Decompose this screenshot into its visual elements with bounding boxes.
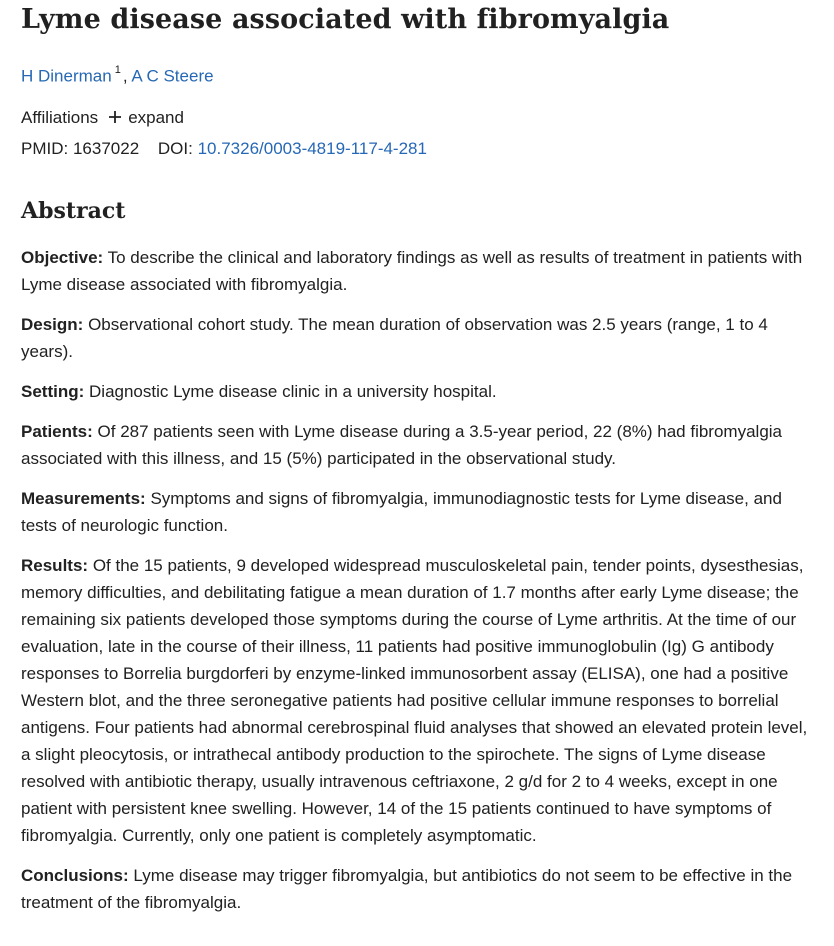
affiliations-label: Affiliations (21, 108, 99, 127)
section-text: Of the 15 patients, 9 developed widespread musculoskeletal pain, tender points, dysesthesias, memory difficulties, and debilitating fatigue a mean duration of 1.7 months after early Lyme disease; the remaining six patients developed those symptoms during the course of Lyme arthritis. At the time of our evaluation, late in the course of their illness, 11 patients had positive immunoglobulin (Ig) G antibody responses to Borrelia burgdorferi by enzyme-linked immunosorbent assay (ELISA), one had a positive Western blot, and the three seronegative patients had positive cellular immune responses to borrelial antigens. Four patients had abnormal cerebrospinal fluid analyses that showed an elevated protein level, a slight pleocytosis, or intrathecal antibody production to the spirochete. The signs of Lyme disease resolved with antibiotic therapy, usually intravenous ceftriaxone, 2 g/d for 2 to 4 weeks, except in one patient with persistent knee swelling. However, 14 of the 15 patients continued to have symptoms of fibromyalgia. Currently, only one patient is completely asymptomatic. (21, 556, 808, 845)
affiliation-marker[interactable]: 1 (114, 64, 121, 76)
doi-link[interactable]: 10.7326/0003-4819-117-4-281 (197, 139, 427, 158)
pmid-value: 1637022 (72, 139, 140, 158)
author-link-dinerman[interactable]: H Dinerman (21, 66, 112, 86)
affiliations-toggle[interactable] (21, 108, 184, 128)
section-label: Setting: (21, 382, 85, 401)
abstract-heading: Abstract (21, 198, 126, 224)
author-link-steere[interactable]: A C Steere (131, 66, 214, 86)
abstract-objective (21, 244, 821, 298)
author-separator: , (122, 66, 132, 86)
author-list (21, 66, 214, 87)
section-label: Objective: (21, 248, 104, 267)
abstract-body (21, 244, 821, 929)
abstract-design (21, 311, 821, 365)
section-label: Design: (21, 315, 84, 334)
section-text: Symptoms and signs of fibromyalgia, immunodiagnostic tests for Lyme disease, and tests of neurologic function. (21, 489, 782, 535)
plus-icon (108, 108, 122, 128)
section-text: Observational cohort study. The mean duration of observation was 2.5 years (range, 1 to 4 years). (21, 315, 768, 361)
section-label: Measurements: (21, 489, 146, 508)
abstract-setting (21, 378, 821, 405)
article-identifiers (21, 139, 427, 159)
section-text: Lyme disease may trigger fibromyalgia, but antibiotics do not seem to be effective in the treatment of the fibromyalgia. (21, 866, 793, 912)
abstract-conclusions (21, 862, 821, 916)
section-label: Patients: (21, 422, 93, 441)
abstract-results (21, 552, 821, 849)
section-text: Diagnostic Lyme disease clinic in a university hospital. (89, 382, 497, 401)
section-text: Of 287 patients seen with Lyme disease during a 3.5-year period, 22 (8%) had fibromyalgia associated with this illness, and 15 (5%) participated in the observational study. (21, 422, 783, 468)
article-title: Lyme disease associated with fibromyalgia (21, 4, 670, 35)
abstract-measurements (21, 485, 821, 539)
pmid-label: PMID: (21, 139, 69, 158)
abstract-patients (21, 418, 821, 472)
doi-label: DOI: (157, 139, 193, 158)
section-label: Results: (21, 556, 89, 575)
section-label: Conclusions: (21, 866, 129, 885)
expand-label[interactable]: expand (128, 108, 184, 127)
section-text: To describe the clinical and laboratory findings as well as results of treatment in patients with Lyme disease associated with fibromyalgia. (21, 248, 803, 294)
